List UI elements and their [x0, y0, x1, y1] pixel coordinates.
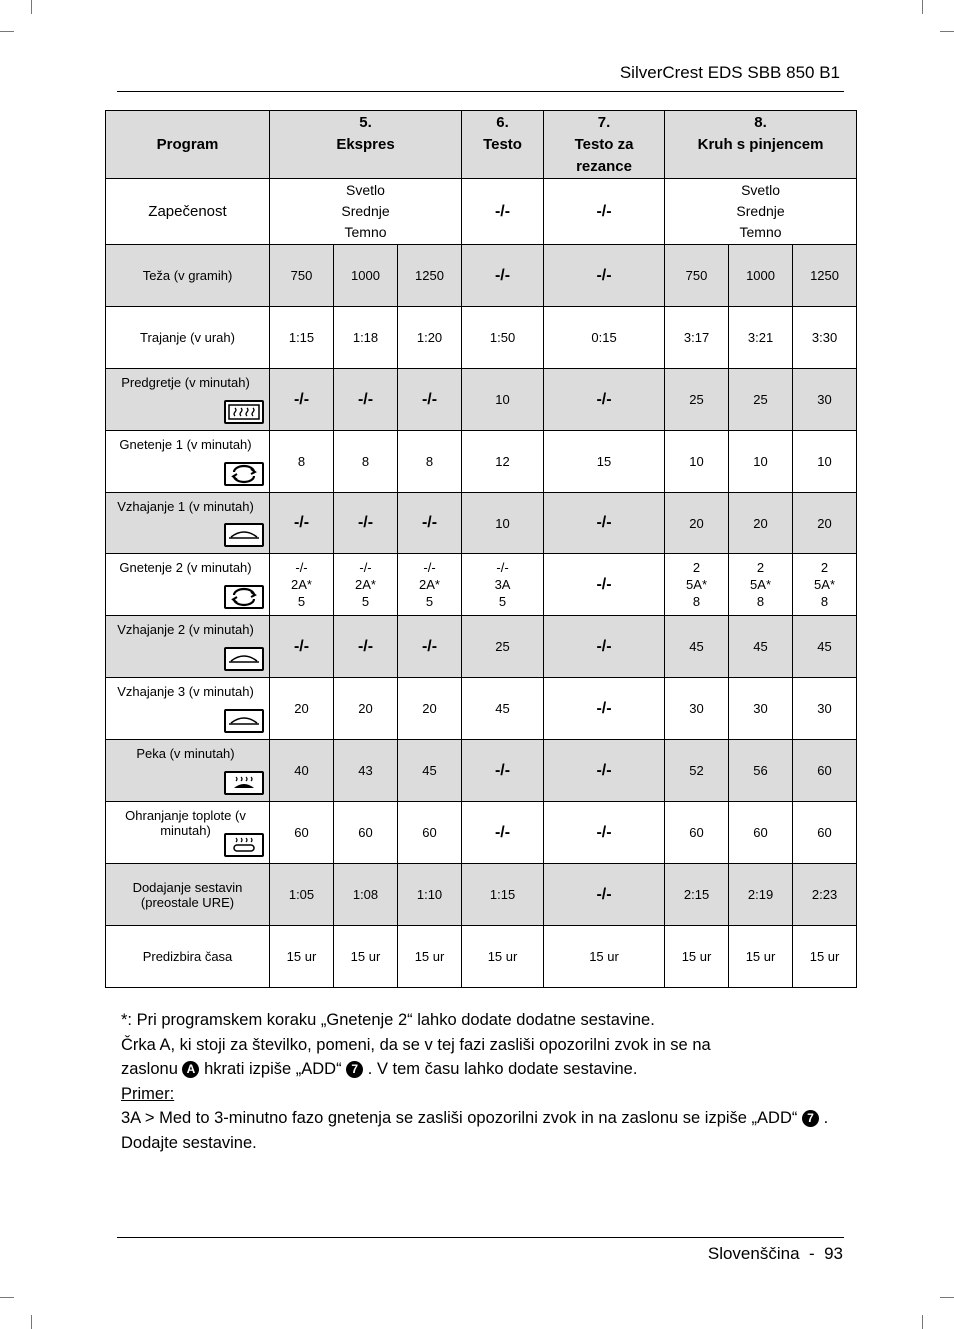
note-text: .: [823, 1109, 829, 1127]
crop-mark: [0, 1297, 14, 1298]
cell-value: -/-: [544, 493, 665, 554]
table-row: [106, 369, 857, 431]
cell-value: 60: [793, 740, 857, 802]
cell-value: 60: [270, 802, 334, 864]
crop-mark: [31, 0, 32, 14]
rise-icon: [224, 709, 264, 733]
rise-icon: [224, 523, 264, 547]
cell-value: 52: [665, 740, 729, 802]
table-row: [106, 864, 857, 926]
cell-value: 12: [462, 431, 544, 493]
note-line: Dodajte sestavine.: [121, 1133, 257, 1152]
cell-value: Svetlo Srednje Temno: [665, 179, 857, 245]
cell-value: 60: [398, 802, 462, 864]
crop-mark: [31, 1315, 32, 1329]
header-kruh: [665, 111, 857, 179]
keep-warm-icon: [224, 833, 264, 857]
row-label: [106, 802, 270, 864]
row-label: [106, 926, 270, 988]
cell-value: 15 ur: [793, 926, 857, 988]
display-7-badge-icon: 7: [346, 1061, 363, 1078]
row-label: [106, 245, 270, 307]
row-label: [106, 554, 270, 616]
cell-value: 750: [270, 245, 334, 307]
table-row: [106, 554, 857, 616]
cell-value: 15 ur: [334, 926, 398, 988]
cell-value: -/-: [270, 616, 334, 678]
cell-value: -/-: [544, 740, 665, 802]
table-row: [106, 678, 857, 740]
cell-value: 10: [462, 493, 544, 554]
program-number: 7.: [597, 113, 611, 131]
cell-value: 3:21: [729, 307, 793, 369]
cell-value: -/-: [462, 740, 544, 802]
crop-mark: [940, 1297, 954, 1298]
table-row: [106, 926, 857, 988]
row-label: [106, 369, 270, 431]
cell-value: 15 ur: [665, 926, 729, 988]
footnotes: [121, 1008, 851, 1155]
cell-value: 60: [729, 802, 793, 864]
header-program: Program: [106, 111, 270, 179]
cell-value: 1:05: [270, 864, 334, 926]
row-label: [106, 493, 270, 554]
note-text: hkrati izpiše „ADD“: [204, 1060, 342, 1078]
page-header-title: SilverCrest EDS SBB 850 B1: [619, 63, 840, 82]
cell-value: -/-: [544, 179, 665, 245]
cell-value: 45: [665, 616, 729, 678]
cell-value: -/-: [544, 369, 665, 431]
cell-value: 2 5A* 8: [729, 554, 793, 616]
note-line: [121, 1106, 851, 1131]
table-row: [106, 431, 857, 493]
table-row: [106, 179, 857, 245]
cell-value: 25: [462, 616, 544, 678]
cell-value: 15 ur: [544, 926, 665, 988]
note-line: *: Pri programskem koraku „Gnetenje 2“ lahko dodate dodatne sestavine.: [121, 1011, 655, 1029]
cell-value: 20: [729, 493, 793, 554]
example-label: Primer:: [121, 1084, 175, 1103]
table-header-row: [106, 111, 857, 179]
cell-value: 3:30: [793, 307, 857, 369]
table-row: [106, 307, 857, 369]
crop-mark: [922, 0, 923, 14]
cell-value: 1:10: [398, 864, 462, 926]
cell-value: 30: [665, 678, 729, 740]
cell-value: 1:15: [462, 864, 544, 926]
note-text: 3A > Med to 3-minutno fazo gnetenja se zasliši opozorilni zvok in na zaslonu se izpiše „ADD“: [121, 1109, 798, 1127]
knead-icon: [224, 585, 264, 609]
cell-value: -/-: [462, 179, 544, 245]
cell-value: 43: [334, 740, 398, 802]
cell-value: 8: [334, 431, 398, 493]
cell-value: 0:15: [544, 307, 665, 369]
cell-value: -/-: [398, 616, 462, 678]
cell-value: 8: [270, 431, 334, 493]
program-number: 5.: [359, 113, 372, 131]
crop-mark: [940, 31, 954, 32]
program-name: Kruh s pinjencem: [697, 135, 824, 153]
rise-icon: [224, 647, 264, 671]
cell-value: 1:18: [334, 307, 398, 369]
cell-value: 15 ur: [729, 926, 793, 988]
table-row: [106, 616, 857, 678]
row-label-text: Predizbira časa: [142, 949, 233, 964]
cell-value: 15 ur: [398, 926, 462, 988]
row-label: [106, 678, 270, 740]
cell-value: 2:19: [729, 864, 793, 926]
table-row: [106, 493, 857, 554]
cell-value: 15 ur: [462, 926, 544, 988]
cell-value: -/- 2A* 5: [334, 554, 398, 616]
cell-value: 30: [793, 678, 857, 740]
table-row: [106, 802, 857, 864]
preheat-icon: [224, 400, 264, 424]
cell-value: -/- 2A* 5: [270, 554, 334, 616]
cell-value: 10: [793, 431, 857, 493]
cell-value: -/-: [544, 616, 665, 678]
display-a-badge-icon: A: [182, 1061, 199, 1078]
cell-value: -/-: [334, 616, 398, 678]
row-label-text: Teža (v gramih): [142, 268, 233, 283]
cell-value: 25: [729, 369, 793, 431]
cell-value: 750: [665, 245, 729, 307]
cell-value: 60: [665, 802, 729, 864]
cell-value: 2 5A* 8: [665, 554, 729, 616]
cell-value: 3:17: [665, 307, 729, 369]
page-footer: Slovenščina - 93: [707, 1244, 843, 1263]
program-table: [105, 110, 857, 988]
cell-value: 20: [334, 678, 398, 740]
row-label-text: Dodajanje sestavin (preostale URE): [132, 879, 243, 910]
cell-value: 1250: [793, 245, 857, 307]
table-row: [106, 740, 857, 802]
cell-value: -/-: [462, 802, 544, 864]
row-label-text: Gnetenje 2 (v minutah): [119, 560, 252, 575]
program-number: 8.: [754, 113, 767, 131]
cell-value: -/-: [334, 493, 398, 554]
cell-value: 2:23: [793, 864, 857, 926]
header-testo: [462, 111, 544, 179]
cell-value: -/-: [544, 245, 665, 307]
program-name: Testo za rezance: [574, 135, 634, 175]
cell-value: -/-: [334, 369, 398, 431]
header-rule: [117, 91, 844, 92]
cell-value: 30: [793, 369, 857, 431]
note-text: zaslonu: [121, 1060, 178, 1078]
cell-value: 45: [398, 740, 462, 802]
knead-icon: [224, 462, 264, 486]
row-label: [106, 431, 270, 493]
row-label-text: Gnetenje 1 (v minutah): [119, 437, 252, 452]
program-number: 6.: [496, 113, 509, 131]
cell-value: 45: [793, 616, 857, 678]
display-7-badge-icon: 7: [802, 1110, 819, 1127]
row-label-text: Vzhajanje 2 (v minutah): [117, 622, 254, 637]
note-text: . V tem času lahko dodate sestavine.: [367, 1060, 638, 1078]
crop-mark: [922, 1315, 923, 1329]
note-line: Črka A, ki stoji za številko, pomeni, da se v tej fazi zasliši opozorilni zvok in se na: [121, 1035, 711, 1054]
cell-value: 15: [544, 431, 665, 493]
cell-value: 20: [665, 493, 729, 554]
cell-value: -/-: [544, 802, 665, 864]
cell-value: 30: [729, 678, 793, 740]
cell-value: 40: [270, 740, 334, 802]
row-label: [106, 864, 270, 926]
cell-value: -/-: [398, 493, 462, 554]
row-label: [106, 307, 270, 369]
footer-rule: [117, 1237, 844, 1238]
cell-value: -/-: [544, 554, 665, 616]
cell-value: 1:15: [270, 307, 334, 369]
cell-value: 10: [729, 431, 793, 493]
crop-mark: [0, 31, 14, 32]
row-label-text: Peka (v minutah): [136, 746, 235, 761]
program-name: Ekspres: [336, 135, 395, 153]
cell-value: 20: [793, 493, 857, 554]
cell-value: -/-: [398, 369, 462, 431]
note-line: [121, 1057, 851, 1082]
table-row: [106, 245, 857, 307]
cell-value: 10: [665, 431, 729, 493]
cell-value: 25: [665, 369, 729, 431]
cell-value: -/-: [270, 369, 334, 431]
cell-value: 8: [398, 431, 462, 493]
cell-value: 1:20: [398, 307, 462, 369]
cell-value: 2:15: [665, 864, 729, 926]
cell-value: 1:50: [462, 307, 544, 369]
cell-value: 1000: [334, 245, 398, 307]
row-label-text: Predgretje (v minutah): [121, 375, 250, 390]
cell-value: 15 ur: [270, 926, 334, 988]
row-label-text: Vzhajanje 1 (v minutah): [117, 499, 254, 514]
cell-value: Svetlo Srednje Temno: [270, 179, 462, 245]
cell-value: 1000: [729, 245, 793, 307]
cell-value: -/-: [270, 493, 334, 554]
row-label-text: Vzhajanje 3 (v minutah): [117, 684, 254, 699]
row-label: Zapečenost: [106, 179, 270, 245]
row-label-text: Trajanje (v urah): [140, 330, 235, 345]
bake-icon: [224, 771, 264, 795]
cell-value: 60: [334, 802, 398, 864]
cell-value: 10: [462, 369, 544, 431]
cell-value: 60: [793, 802, 857, 864]
header-ekspres: [270, 111, 462, 179]
cell-value: 2 5A* 8: [793, 554, 857, 616]
cell-value: -/-: [462, 245, 544, 307]
cell-value: 56: [729, 740, 793, 802]
cell-value: -/-: [544, 864, 665, 926]
cell-value: 45: [729, 616, 793, 678]
header-rezance: [544, 111, 665, 179]
cell-value: 1:08: [334, 864, 398, 926]
cell-value: 20: [398, 678, 462, 740]
row-label: [106, 740, 270, 802]
cell-value: -/-: [544, 678, 665, 740]
cell-value: 20: [270, 678, 334, 740]
cell-value: -/- 3A 5: [462, 554, 544, 616]
cell-value: 45: [462, 678, 544, 740]
cell-value: -/- 2A* 5: [398, 554, 462, 616]
row-label: [106, 616, 270, 678]
program-name: Testo: [483, 135, 522, 153]
cell-value: 1250: [398, 245, 462, 307]
row-label-text: Ohranjanje toplote (v minutah): [125, 808, 246, 838]
